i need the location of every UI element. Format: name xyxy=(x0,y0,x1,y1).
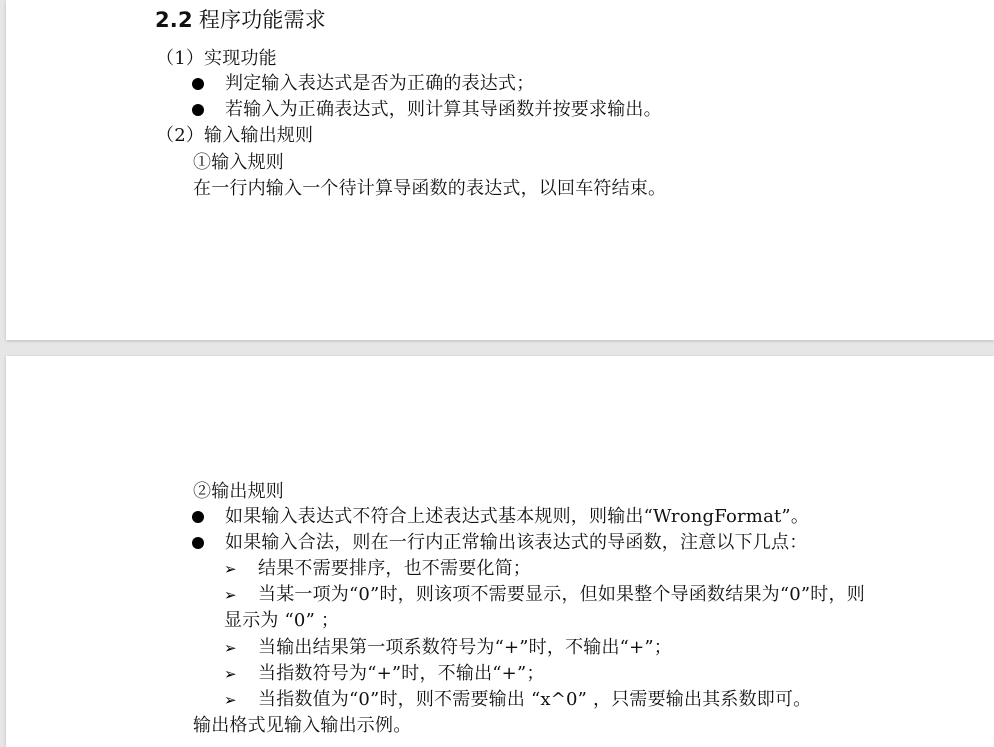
bullet-item: 如果输入表达式不符合上述表达式基本规则，则输出“WrongFormat”。 xyxy=(225,506,810,527)
arrowhead-bullet-icon: ➢ xyxy=(224,586,237,604)
input-rule-title: ①输入规则 xyxy=(193,152,284,173)
note-item: 当输出结果第一项系数符号为“+”时，不输出“+”； xyxy=(258,637,672,658)
arrowhead-bullet-icon: ➢ xyxy=(224,639,237,657)
subsection-title-2: （2）输入输出规则 xyxy=(156,125,314,146)
bullet-item: 若输入为正确表达式，则计算其导函数并按要求输出。 xyxy=(225,99,662,120)
document-page-1 xyxy=(6,0,994,340)
section-heading-number: 2.2 xyxy=(155,8,193,32)
note-item-continuation: 显示为 “0” ； xyxy=(224,610,340,631)
bullet-icon xyxy=(192,511,204,523)
output-rule-title: ②输出规则 xyxy=(193,481,284,502)
subsection-title-1: （1）实现功能 xyxy=(156,48,277,69)
arrowhead-bullet-icon: ➢ xyxy=(224,665,237,683)
bullet-item: 判定输入表达式是否为正确的表达式； xyxy=(225,73,535,94)
bullet-item: 如果输入合法，则在一行内正常输出该表达式的导函数，注意以下几点： xyxy=(225,532,808,553)
note-item: 结果不需要排序，也不需要化简； xyxy=(258,558,531,579)
arrowhead-bullet-icon: ➢ xyxy=(224,560,237,578)
arrowhead-bullet-icon: ➢ xyxy=(224,691,237,709)
input-rule-text: 在一行内输入一个待计算导函数的表达式，以回车符结束。 xyxy=(193,178,667,199)
bullet-icon xyxy=(192,78,204,90)
section-heading xyxy=(155,6,326,34)
bullet-icon xyxy=(192,537,204,549)
bullet-icon xyxy=(192,104,204,116)
section-heading-title: 程序功能需求 xyxy=(198,8,327,32)
note-item: 当指数符号为“+”时，不输出“+”； xyxy=(258,663,545,684)
note-item: 当某一项为“0”时，则该项不需要显示，但如果整个导函数结果为“0”时，则 xyxy=(258,584,865,605)
note-item: 当指数值为“0”时，则不需要输出 “x^0” ，只需要输出其系数即可。 xyxy=(258,689,812,710)
document-page-2 xyxy=(6,356,994,747)
closing-text: 输出格式见输入输出示例。 xyxy=(193,715,412,736)
